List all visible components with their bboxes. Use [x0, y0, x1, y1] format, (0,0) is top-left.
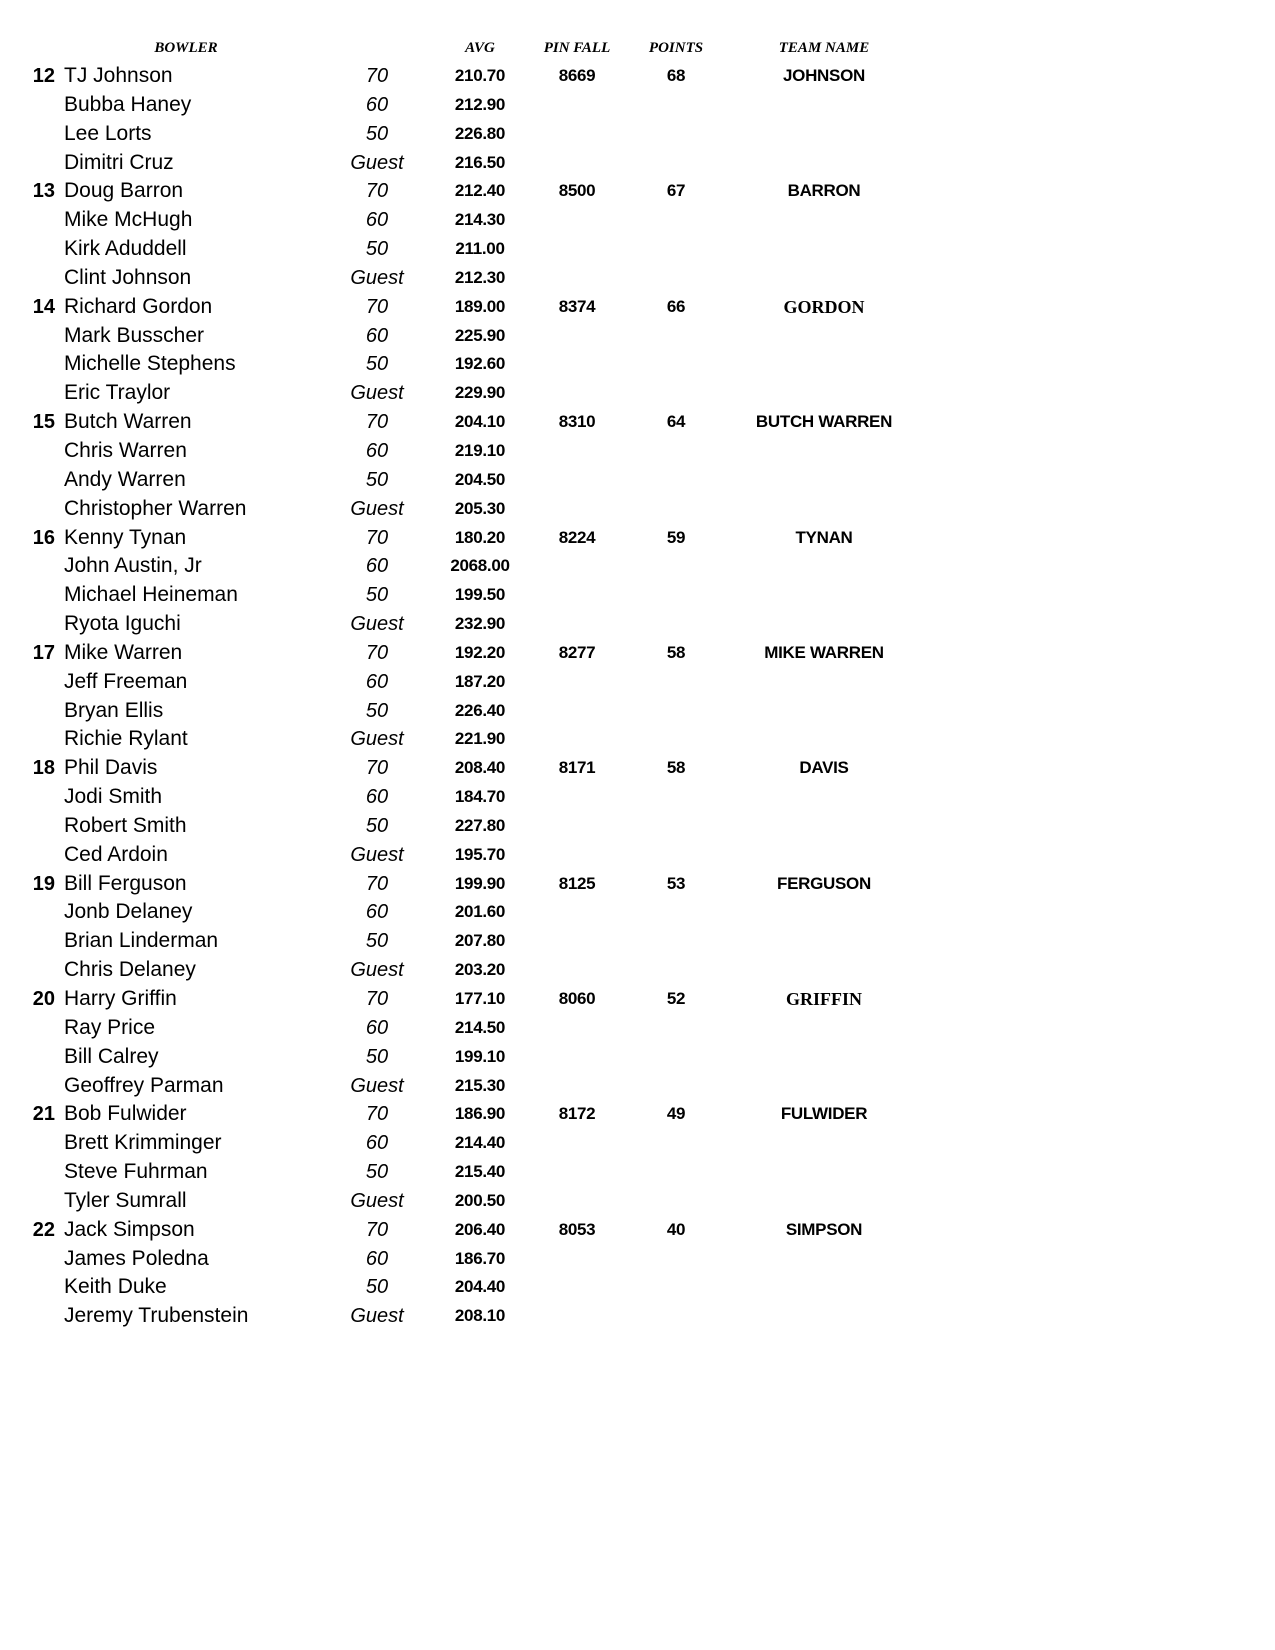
bowler-name: Butch Warren	[64, 410, 192, 434]
bowler-average: 229.90	[454, 383, 506, 403]
bowler-name: Christopher Warren	[64, 496, 247, 520]
bowler-row	[0, 379, 1275, 408]
bowler-position: 60	[365, 1132, 389, 1155]
bowler-row	[0, 322, 1275, 351]
bowler-name: Doug Barron	[64, 179, 184, 203]
column-header-points: POINTS	[648, 40, 704, 56]
bowler-position: Guest	[350, 266, 404, 289]
bowler-row	[0, 927, 1275, 956]
bowler-average: 205.30	[454, 498, 506, 518]
team-pin-fall: 8669	[558, 66, 596, 85]
bowler-position: 50	[365, 1276, 389, 1299]
bowler-average: 187.20	[454, 671, 506, 691]
bowler-average: 212.30	[454, 267, 506, 287]
bowler-average: 203.20	[454, 960, 506, 980]
team-pin-fall: 8374	[558, 296, 596, 316]
bowler-name: Andy Warren	[64, 467, 186, 491]
team-lead-row	[0, 177, 1275, 206]
bowler-position: Guest	[350, 613, 404, 636]
team-rank: 14	[32, 295, 55, 318]
column-header-pin-fall: PIN FALL	[543, 40, 611, 56]
bowler-name: Brian Linderman	[64, 929, 219, 953]
bowler-position: 60	[365, 1016, 389, 1039]
bowler-average: 180.20	[454, 527, 506, 547]
bowler-name: Clint Johnson	[64, 265, 192, 289]
team-rank: 18	[32, 757, 55, 780]
team-pin-fall: 8500	[558, 181, 596, 201]
bowler-average: 210.70	[454, 66, 506, 85]
bowler-row	[0, 235, 1275, 264]
team-lead-row	[0, 870, 1275, 899]
bowler-average: 192.60	[454, 354, 506, 374]
bowler-average: 2068.00	[450, 556, 510, 576]
bowler-position: 70	[365, 757, 389, 780]
bowler-average: 215.40	[454, 1162, 506, 1182]
bowler-row	[0, 841, 1275, 870]
bowler-position: Guest	[350, 1189, 404, 1212]
bowler-position: 60	[365, 324, 389, 347]
bowler-row	[0, 1158, 1275, 1187]
team-points: 58	[666, 642, 686, 662]
bowler-position: 60	[365, 670, 389, 693]
team-points: 40	[666, 1219, 686, 1239]
bowler-name: Ced Ardoin	[64, 842, 168, 866]
bowler-name: John Austin, Jr	[64, 554, 202, 578]
bowler-position: 70	[365, 988, 389, 1010]
team-name: SIMPSON	[785, 1219, 863, 1239]
bowler-row	[0, 466, 1275, 495]
bowler-name: Bubba Haney	[64, 92, 192, 116]
bowler-row	[0, 1302, 1275, 1331]
bowler-position: 50	[365, 238, 389, 261]
bowler-position: 60	[365, 93, 389, 116]
bowler-row	[0, 552, 1275, 581]
bowler-name: Geoffrey Parman	[64, 1073, 224, 1097]
bowler-name: Jack Simpson	[64, 1217, 195, 1241]
team-points: 49	[666, 1104, 686, 1124]
bowler-name: Dimitri Cruz	[64, 150, 174, 174]
bowler-average: 208.10	[454, 1306, 506, 1326]
bowler-average: 214.40	[454, 1133, 506, 1153]
bowler-average: 204.40	[454, 1277, 506, 1297]
bowler-average: 212.40	[454, 181, 506, 201]
team-rank: 19	[32, 872, 55, 895]
bowler-average: 212.90	[454, 94, 506, 114]
team-pin-fall: 8224	[558, 527, 596, 547]
bowler-row	[0, 1129, 1275, 1158]
bowler-average: 177.10	[454, 989, 506, 1008]
bowler-position: Guest	[350, 728, 404, 751]
bowler-average: 186.70	[454, 1248, 506, 1268]
bowler-position: 50	[365, 353, 389, 376]
bowler-position: 60	[365, 1247, 389, 1270]
bowler-row	[0, 91, 1275, 120]
bowler-row	[0, 149, 1275, 178]
bowler-position: 50	[365, 699, 389, 722]
bowler-position: 50	[365, 814, 389, 837]
bowler-average: 204.10	[454, 412, 506, 432]
bowler-name: Kenny Tynan	[64, 525, 187, 549]
bowler-name: Jodi Smith	[64, 785, 163, 809]
bowler-position: 70	[365, 526, 389, 549]
bowler-name: Eric Traylor	[64, 381, 171, 405]
bowler-name: Mark Busscher	[64, 323, 205, 347]
bowler-name: Lee Lorts	[64, 121, 152, 145]
bowler-name: James Poledna	[64, 1246, 209, 1270]
bowler-row	[0, 264, 1275, 293]
team-points: 64	[666, 412, 686, 432]
bowler-name: Michael Heineman	[64, 583, 238, 607]
bowler-average: 186.90	[454, 1104, 506, 1124]
team-name: FULWIDER	[780, 1104, 868, 1124]
team-pin-fall: 8125	[558, 873, 596, 893]
bowler-name: Steve Fuhrman	[64, 1160, 208, 1184]
bowler-row	[0, 1187, 1275, 1216]
bowler-average: 214.50	[454, 1017, 506, 1037]
team-rank: 20	[32, 988, 55, 1010]
team-name: TYNAN	[795, 527, 853, 547]
bowler-position: 50	[365, 930, 389, 953]
bowler-row	[0, 783, 1275, 812]
bowler-average: 221.90	[454, 729, 506, 749]
bowler-average: 199.50	[454, 585, 506, 605]
bowler-average: 214.30	[454, 210, 506, 230]
team-lead-row	[0, 1216, 1275, 1245]
bowler-row	[0, 437, 1275, 466]
team-name: DAVIS	[799, 758, 849, 778]
bowler-average: 219.10	[454, 440, 506, 460]
bowler-position: Guest	[350, 959, 404, 982]
bowler-average: 226.40	[454, 700, 506, 720]
bowler-average: 200.50	[454, 1190, 506, 1210]
bowler-average: 204.50	[454, 469, 506, 489]
bowler-position: 50	[365, 122, 389, 145]
bowler-row	[0, 898, 1275, 927]
bowler-average: 208.40	[454, 758, 506, 778]
team-rank: 13	[32, 180, 55, 203]
bowler-row	[0, 1072, 1275, 1101]
bowler-average: 215.30	[454, 1075, 506, 1095]
bowler-row	[0, 956, 1275, 985]
bowler-average: 211.00	[455, 239, 505, 259]
team-rank: 17	[32, 641, 55, 664]
bowler-name: Mike Warren	[64, 640, 183, 664]
bowler-position: 70	[365, 180, 389, 203]
team-rank: 21	[32, 1103, 55, 1126]
bowler-row	[0, 350, 1275, 379]
team-lead-row	[0, 985, 1275, 1014]
team-lead-row	[0, 524, 1275, 553]
bowler-average: 225.90	[454, 325, 506, 345]
bowler-name: Harry Griffin	[64, 987, 177, 1010]
team-name: BARRON	[787, 181, 861, 201]
bowler-row	[0, 120, 1275, 149]
team-points: 67	[666, 181, 686, 201]
team-rank: 16	[32, 526, 55, 549]
bowler-position: 70	[365, 872, 389, 895]
bowler-name: Chris Warren	[64, 438, 187, 462]
bowler-name: Mike McHugh	[64, 208, 193, 232]
bowler-average: 199.90	[454, 873, 506, 893]
bowler-name: Bill Ferguson	[64, 871, 187, 895]
bowler-name: Jeff Freeman	[64, 669, 188, 693]
team-name: FERGUSON	[777, 873, 871, 893]
bowler-row	[0, 812, 1275, 841]
team-points: 52	[666, 989, 686, 1008]
bowler-row	[0, 495, 1275, 524]
bowler-name: Bryan Ellis	[64, 698, 164, 722]
bowler-name: Jonb Delaney	[64, 900, 193, 924]
team-pin-fall: 8310	[558, 412, 596, 432]
bowler-position: 50	[365, 584, 389, 607]
team-rank: 22	[32, 1218, 55, 1241]
bowler-row	[0, 1273, 1275, 1302]
team-pin-fall: 8053	[558, 1219, 596, 1239]
bowler-name: Phil Davis	[64, 756, 158, 780]
bowler-position: 70	[365, 641, 389, 664]
bowler-name: Richard Gordon	[64, 294, 213, 318]
bowler-position: Guest	[350, 497, 404, 520]
column-header-bowler: BOWLER	[154, 40, 218, 56]
bowler-position: 60	[365, 786, 389, 809]
bowler-name: Ryota Iguchi	[64, 612, 181, 636]
bowler-average: 232.90	[454, 614, 506, 634]
bowler-position: 70	[365, 65, 389, 87]
bowler-position: 70	[365, 1218, 389, 1241]
bowler-position: 60	[365, 555, 389, 578]
team-pin-fall: 8172	[558, 1104, 596, 1124]
bowler-name: Brett Krimminger	[64, 1131, 222, 1155]
team-pin-fall: 8171	[558, 758, 596, 778]
bowler-row	[0, 581, 1275, 610]
team-points: 59	[666, 527, 686, 547]
team-name: GORDON	[783, 296, 865, 317]
bowler-position: 70	[365, 1103, 389, 1126]
bowler-position: Guest	[350, 1305, 404, 1328]
bowler-row	[0, 1245, 1275, 1274]
bowler-position: 50	[365, 1161, 389, 1184]
bowler-position: Guest	[350, 151, 404, 174]
bowler-average: 199.10	[454, 1046, 506, 1066]
bowler-name: Bob Fulwider	[64, 1102, 187, 1126]
bowler-name: Keith Duke	[64, 1275, 167, 1299]
team-lead-row	[0, 1100, 1275, 1129]
bowler-name: Ray Price	[64, 1015, 156, 1039]
standings-table-header	[0, 38, 1275, 58]
team-pin-fall: 8277	[558, 642, 596, 662]
bowler-name: Kirk Aduddell	[64, 237, 187, 261]
bowler-position: Guest	[350, 382, 404, 405]
bowler-name: TJ Johnson	[64, 64, 173, 87]
team-points: 66	[666, 296, 686, 316]
bowler-row	[0, 668, 1275, 697]
bowler-row	[0, 610, 1275, 639]
bowler-name: Michelle Stephens	[64, 352, 236, 376]
bowler-name: Robert Smith	[64, 813, 187, 837]
team-name: GRIFFIN	[786, 989, 862, 1009]
bowler-name: Bill Calrey	[64, 1044, 159, 1068]
bowler-row	[0, 697, 1275, 726]
bowler-average: 227.80	[454, 815, 506, 835]
team-pin-fall: 8060	[558, 989, 596, 1008]
team-lead-row	[0, 408, 1275, 437]
column-header-team-name: TEAM NAME	[778, 40, 870, 56]
bowler-position: 70	[365, 411, 389, 434]
team-lead-row	[0, 639, 1275, 668]
bowler-position: 50	[365, 468, 389, 491]
bowler-position: 60	[365, 209, 389, 232]
column-header-avg: AVG	[465, 40, 495, 56]
bowler-name: Jeremy Trubenstein	[64, 1304, 249, 1328]
bowler-average: 206.40	[454, 1219, 506, 1239]
team-lead-row	[0, 62, 1275, 91]
team-rank: 12	[32, 65, 55, 87]
bowler-row	[0, 1043, 1275, 1072]
bowler-average: 184.70	[454, 787, 506, 807]
bowler-row	[0, 1014, 1275, 1043]
bowler-position: 50	[365, 1045, 389, 1068]
bowler-position: Guest	[350, 1074, 404, 1097]
team-points: 68	[666, 66, 686, 85]
bowler-average: 192.20	[454, 642, 506, 662]
bowler-average: 207.80	[454, 931, 506, 951]
team-rank: 15	[32, 411, 55, 434]
bowler-position: Guest	[350, 843, 404, 866]
bowler-row	[0, 206, 1275, 235]
standings-table-rows	[0, 62, 1275, 1331]
bowler-name: Tyler Sumrall	[64, 1188, 187, 1212]
bowler-average: 216.50	[454, 152, 506, 172]
team-lead-row	[0, 754, 1275, 783]
bowler-row	[0, 725, 1275, 754]
team-points: 58	[666, 758, 686, 778]
team-points: 53	[666, 873, 686, 893]
team-name: BUTCH WARREN	[755, 412, 893, 432]
team-name: JOHNSON	[783, 66, 865, 85]
bowler-name: Chris Delaney	[64, 958, 196, 982]
bowler-average: 189.00	[454, 296, 506, 316]
bowler-name: Richie Rylant	[64, 727, 188, 751]
team-name: MIKE WARREN	[764, 642, 884, 662]
bowler-average: 201.60	[454, 902, 506, 922]
bowler-position: 70	[365, 295, 389, 318]
bowler-average: 226.80	[454, 123, 506, 143]
team-lead-row	[0, 293, 1275, 322]
bowler-average: 195.70	[454, 844, 506, 864]
bowler-position: 60	[365, 901, 389, 924]
bowler-position: 60	[365, 439, 389, 462]
